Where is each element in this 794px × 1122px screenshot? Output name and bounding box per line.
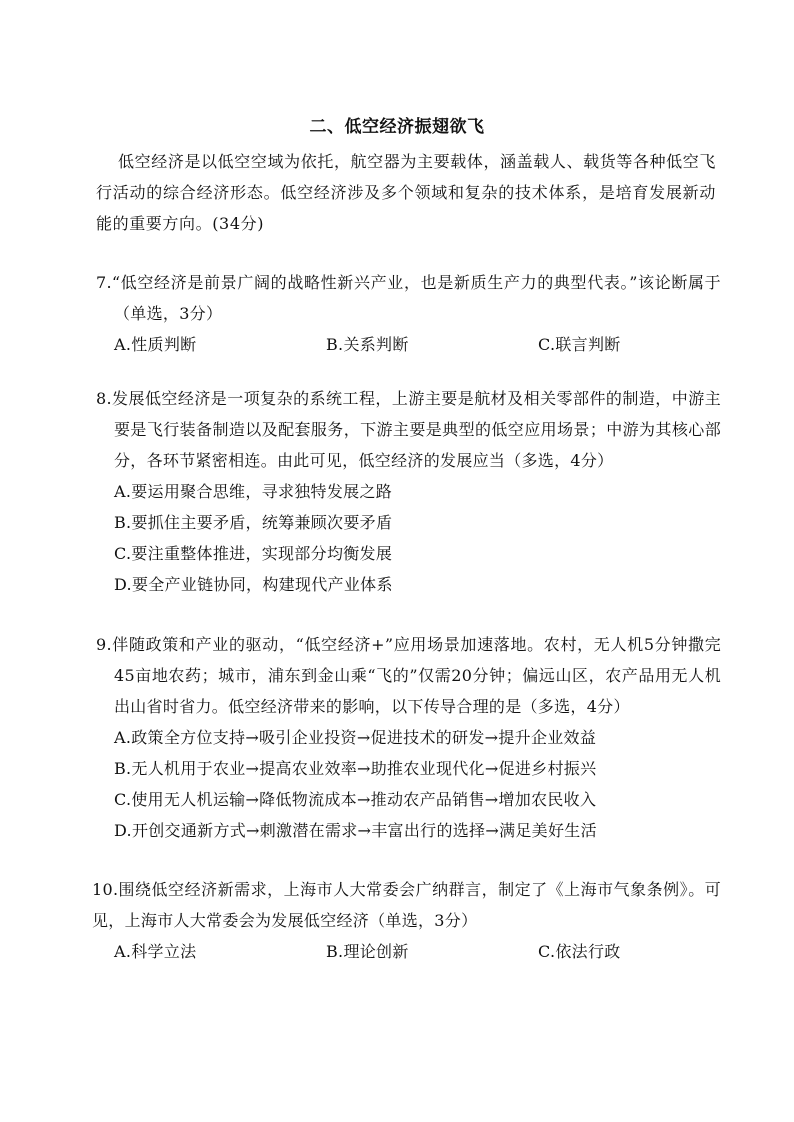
option-7-a: A.性质判断 <box>114 335 197 354</box>
option-9-b: B.无人机用于农业→提高农业效率→助推农业现代化→促进乡村振兴 <box>114 759 597 778</box>
section-intro: 低空经济是以低空空域为依托，航空器为主要载体，涵盖载人、载货等各种低空飞行活动的综合经济形态。低空经济涉及多个领域和复杂的技术体系，是培育发展新动能的重要方向。(34分) <box>96 152 716 233</box>
question-9 <box>96 629 721 846</box>
option-8-c: C.要注重整体推进，实现部分均衡发展 <box>114 544 393 563</box>
question-7-options <box>96 329 721 360</box>
option-8-d: D.要全产业链协同，构建现代产业体系 <box>114 575 393 594</box>
option-10-b: B.理论创新 <box>326 942 409 961</box>
option-8-a: A.要运用聚合思维，寻求独特发展之路 <box>114 482 393 501</box>
question-7-stem: 7.“低空经济是前景广阔的战略性新兴产业，也是新质生产力的典型代表。”该论断属于（单选，3分） <box>96 273 721 323</box>
option-10-a: A.科学立法 <box>114 942 197 961</box>
option-7-b: B.关系判断 <box>326 335 409 354</box>
option-10-c: C.依法行政 <box>538 942 621 961</box>
option-9-d: D.开创交通新方式→刺激潜在需求→丰富出行的选择→满足美好生活 <box>114 821 597 840</box>
question-8-options <box>96 476 721 600</box>
option-8-b: B.要抓住主要矛盾，统筹兼顾次要矛盾 <box>114 513 393 532</box>
option-9-a: A.政策全方位支持→吸引企业投资→促进技术的研发→提升企业效益 <box>114 728 597 747</box>
question-10-options <box>96 936 721 967</box>
option-9-c: C.使用无人机运输→降低物流成本→推动农产品销售→增加农民收入 <box>114 790 597 809</box>
section-title: 二、低空经济振翅欲飞 <box>309 117 485 137</box>
question-8 <box>96 383 721 600</box>
option-7-c: C.联言判断 <box>538 335 621 354</box>
question-8-stem: 8.发展低空经济是一项复杂的系统工程，上游主要是航材及相关零部件的制造，中游主要是飞行装备制造以及配套服务，下游主要是典型的低空应用场景；中游为其核心部分，各环节紧密相连。由此可见，低空经济的发展应当（多选，4分） <box>96 389 721 470</box>
question-10 <box>92 874 721 967</box>
question-9-options <box>96 722 721 846</box>
question-10-stem: 10.围绕低空经济新需求，上海市人大常委会广纳群言，制定了《上海市气象条例》。可见，上海市人大常委会为发展低空经济（单选，3分） <box>92 880 721 930</box>
question-9-stem: 9.伴随政策和产业的驱动，“低空经济+”应用场景加速落地。农村，无人机5分钟撒完45亩地农药；城市，浦东到金山乘“飞的”仅需20分钟；偏远山区，农产品用无人机出山省时省力。低空经济带来的影响，以下传导合理的是（多选，4分） <box>96 635 721 716</box>
question-7 <box>96 267 721 360</box>
